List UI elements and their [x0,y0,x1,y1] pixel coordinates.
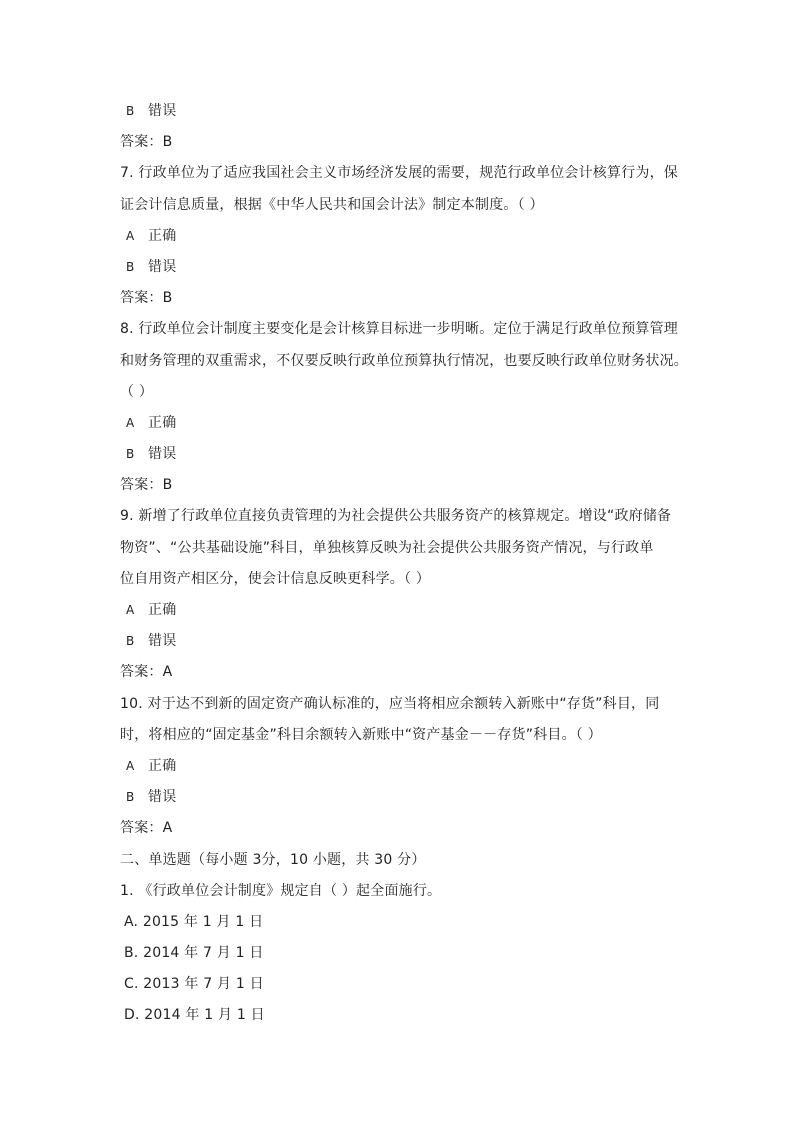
section-heading: 二、单选题（每小题 3分，10 小题，共 30 分） [120,851,426,868]
sq1-option-a: A. 2015 年 1 月 1 日 [124,913,264,930]
sq1-option-c: C. 2013 年 7 月 1 日 [124,976,264,993]
q7-text-line-1: 7. 行政单位为了适应我国社会主义市场经济发展的需要，规范行政单位会计核算行为，保 [120,165,679,182]
option-text: 正确 [148,757,177,774]
q9-text-line-3: 位自用资产相区分，使会计信息反映更科学。（ ） [120,570,431,587]
q9-answer: 答案：A [120,664,173,681]
option-key: B [126,447,135,462]
q8-text-line-1: 8. 行政单位会计制度主要变化是会计核算目标进一步明晰。定位于满足行政单位预算管理 [120,321,679,338]
sq1-question: 1. 《行政单位会计制度》规定自（ ）起全面施行。 [120,882,442,899]
option-key: B [126,104,135,118]
q10-text-line-1: 10. 对于达不到新的固定资产确认标准的，应当将相应余额转入新账中“存货”科目，同 [120,695,660,712]
option-key: A [126,228,135,243]
q10-option-b [120,782,680,813]
q9-text-line-1: 9. 新增了行政单位直接负责管理的为社会提供公共服务资产的核算规定。增设“政府储备 [120,508,672,525]
q7-answer: 答案：B [120,290,173,307]
q7-option-b [120,252,680,283]
sq1-option-b: B. 2014 年 7 月 1 日 [124,945,264,962]
q9-text-line-2: 物资”、“公共基础设施”科目，单独核算反映为社会提供公共服务资产情况，与行政单 [120,539,654,556]
q6-answer: 答案：B [120,134,173,151]
option-key: B [126,790,135,805]
option-text: 错误 [148,789,177,806]
q8-option-a [120,408,680,439]
option-text: 错误 [148,258,177,275]
sq1-option-d: D. 2014 年 1 月 1 日 [124,1007,265,1024]
q9-option-a [120,595,680,626]
option-text: 正确 [148,602,177,618]
option-key: B [126,634,135,649]
option-key: B [126,259,135,274]
q8-option-b [120,439,680,470]
q7-text-line-2: 证会计信息质量，根据《中华人民共和国会计法》制定本制度。（ ） [120,196,544,213]
document-page [120,96,688,1032]
option-text: 正确 [148,227,177,244]
q10-answer: 答案：A [120,820,173,837]
option-text: 错误 [148,103,177,119]
q10-text-line-2: 时，将相应的“固定基金”科目余额转入新账中“资产基金－－存货”科目。（ ） [120,726,602,743]
q9-option-b [120,626,680,657]
option-key: A [126,415,135,430]
option-key: A [126,758,135,773]
q6-option-b [120,96,680,127]
q8-text-line-2: 和财务管理的双重需求，不仅要反映行政单位预算执行情况，也要反映行政单位财务状况。 [120,352,688,369]
option-text: 正确 [148,414,177,431]
q10-option-a [120,751,680,782]
option-text: 错误 [148,633,177,650]
q8-answer: 答案：B [120,477,173,494]
q8-text-line-3: （ ） [120,383,154,400]
option-text: 错误 [148,446,177,463]
q7-option-a [120,221,680,252]
option-key: A [126,603,135,617]
